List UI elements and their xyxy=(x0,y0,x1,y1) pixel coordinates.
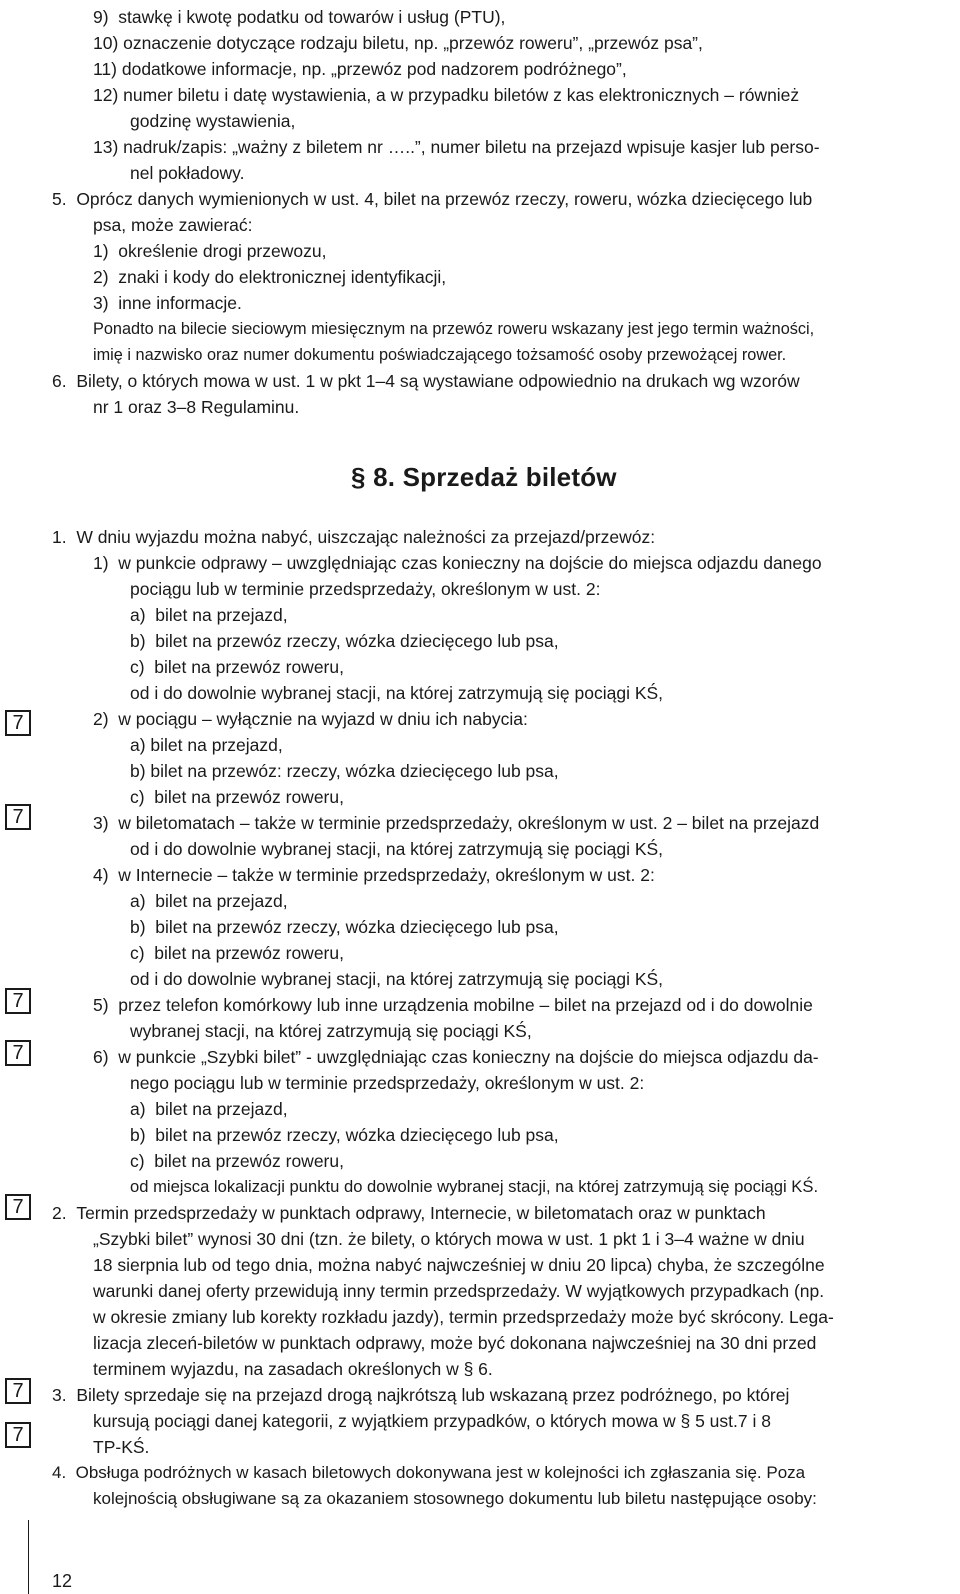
margin-marker: 7 xyxy=(5,710,31,736)
text-line: 6) w punkcie „Szybki bilet” - uwzględniając czas konieczny na dojście do miejsca odjazdu da- xyxy=(93,1047,819,1067)
margin-rule xyxy=(28,1520,29,1594)
text-line: kolejnością obsługiwane są za okazaniem stosownego dokumentu lub biletu następujące osoby: xyxy=(93,1489,817,1508)
text-line: 3) inne informacje. xyxy=(93,293,242,313)
text-line: wybranej stacji, na której zatrzymują się pociągi KŚ, xyxy=(130,1021,532,1041)
text-line: psa, może zawierać: xyxy=(93,215,253,235)
text-line: warunki danej oferty przewidują inny termin przedsprzedaży. W wyjątkowych przypadkach (np. xyxy=(93,1281,825,1301)
text-line: terminem wyjazdu, na zasadach określonych w § 6. xyxy=(93,1359,493,1379)
text-line: „Szybki bilet” wynosi 30 dni (tzn. że bilety, o których mowa w ust. 1 pkt 1 i 3–4 ważne w dniu xyxy=(93,1229,805,1249)
text-line: godzinę wystawienia, xyxy=(130,111,296,131)
text-line: nel pokładowy. xyxy=(130,163,245,183)
text-line: 3. Bilety sprzedaje się na przejazd drogą najkrótszą lub wskazaną przez podróżnego, po której xyxy=(52,1385,790,1405)
text-line: Ponadto na bilecie sieciowym miesięcznym na przewóz roweru wskazany jest jego termin ważności, xyxy=(93,320,815,338)
text-line: b) bilet na przewóz rzeczy, wózka dziecięcego lub psa, xyxy=(130,917,559,937)
page-number: 12 xyxy=(52,1571,73,1591)
text-line: 12) numer biletu i datę wystawienia, a w przypadku biletów z kas elektronicznych – również xyxy=(93,85,800,105)
text-line: a) bilet na przejazd, xyxy=(130,605,288,625)
text-line: b) bilet na przewóz rzeczy, wózka dziecięcego lub psa, xyxy=(130,1125,559,1145)
margin-marker: 7 xyxy=(5,1422,31,1448)
text-line: od i do dowolnie wybranej stacji, na której zatrzymują się pociągi KŚ, xyxy=(130,683,664,703)
text-line: 3) w biletomatach – także w terminie przedsprzedaży, określonym w ust. 2 – bilet na przejazd xyxy=(93,813,820,833)
text-line: a) bilet na przejazd, xyxy=(130,1099,288,1119)
text-line: 13) nadruk/zapis: „ważny z biletem nr …..”, numer biletu na przejazd wpisuje kasjer lub perso- xyxy=(93,137,820,157)
text-line: imię i nazwisko oraz numer dokumentu poświadczającego tożsamość osoby przewożącej rower. xyxy=(93,346,787,364)
text-line: od i do dowolnie wybranej stacji, na której zatrzymują się pociągi KŚ, xyxy=(130,969,664,989)
text-line: c) bilet na przewóz roweru, xyxy=(130,657,344,677)
text-line: a) bilet na przejazd, xyxy=(130,891,288,911)
text-line: kursują pociągi danej kategorii, z wyjątkiem przypadków, o których mowa w § 5 ust.7 i 8 xyxy=(93,1411,771,1431)
text-line: od miejsca lokalizacji punktu do dowolnie wybranej stacji, na której zatrzymują się pociągi KŚ. xyxy=(130,1177,819,1196)
text-line: nego pociągu lub w terminie przedsprzedaży, określonym w ust. 2: xyxy=(130,1073,645,1093)
text-line: 6. Bilety, o których mowa w ust. 1 w pkt 1–4 są wystawiane odpowiednio na drukach wg wzorów xyxy=(52,371,800,391)
margin-marker: 7 xyxy=(5,1040,31,1066)
text-line: TP-KŚ. xyxy=(93,1437,150,1457)
text-line: 10) oznaczenie dotyczące rodzaju biletu, np. „przewóz roweru”, „przewóz psa”, xyxy=(93,33,703,53)
section-title: § 8. Sprzedaż biletów xyxy=(351,462,617,492)
text-line: 9) stawkę i kwotę podatku od towarów i usług (PTU), xyxy=(93,7,506,27)
text-line: nr 1 oraz 3–8 Regulaminu. xyxy=(93,397,300,417)
margin-marker: 7 xyxy=(5,804,31,830)
text-line: c) bilet na przewóz roweru, xyxy=(130,1151,344,1171)
text-line: 2. Termin przedsprzedaży w punktach odprawy, Internecie, w biletomatach oraz w punktach xyxy=(52,1203,766,1223)
text-line: 1) określenie drogi przewozu, xyxy=(93,241,327,261)
text-line: 2) w pociągu – wyłącznie na wyjazd w dniu ich nabycia: xyxy=(93,709,528,729)
text-line: b) bilet na przewóz: rzeczy, wózka dziecięcego lub psa, xyxy=(130,761,559,781)
text-line: 5. Oprócz danych wymienionych w ust. 4, bilet na przewóz rzeczy, roweru, wózka dziecięcego lub xyxy=(52,189,813,209)
text-line: b) bilet na przewóz rzeczy, wózka dziecięcego lub psa, xyxy=(130,631,559,651)
text-line: 2) znaki i kody do elektronicznej identyfikacji, xyxy=(93,267,447,287)
text-line: 5) przez telefon komórkowy lub inne urządzenia mobilne – bilet na przejazd od i do dowolnie xyxy=(93,995,813,1015)
text-line: 1) w punkcie odprawy – uwzględniając czas konieczny na dojście do miejsca odjazdu danego xyxy=(93,553,822,573)
text-line: 4. Obsługa podróżnych w kasach biletowych dokonywana jest w kolejności ich zgłaszania się. Poza xyxy=(52,1463,806,1482)
text-line: 4) w Internecie – także w terminie przedsprzedaży, określonym w ust. 2: xyxy=(93,865,655,885)
margin-marker: 7 xyxy=(5,988,31,1014)
text-line: 11) dodatkowe informacje, np. „przewóz pod nadzorem podróżnego”, xyxy=(93,59,627,79)
text-line: od i do dowolnie wybranej stacji, na której zatrzymują się pociągi KŚ, xyxy=(130,839,664,859)
text-line: c) bilet na przewóz roweru, xyxy=(130,787,344,807)
margin-marker: 7 xyxy=(5,1378,31,1404)
text-line: w okresie zmiany lub korekty rozkładu jazdy), termin przedsprzedaży może być skrócony. Lega- xyxy=(93,1307,834,1327)
text-line: a) bilet na przejazd, xyxy=(130,735,283,755)
text-line: c) bilet na przewóz roweru, xyxy=(130,943,344,963)
margin-marker: 7 xyxy=(5,1194,31,1220)
text-line: lizacja zleceń-biletów w punktach odprawy, może być dokonana najwcześniej na 30 dni przed xyxy=(93,1333,817,1353)
text-line: 1. W dniu wyjazdu można nabyć, uiszczając należności za przejazd/przewóz: xyxy=(52,527,656,547)
text-line: pociągu lub w terminie przedsprzedaży, określonym w ust. 2: xyxy=(130,579,601,599)
text-line: 18 sierpnia lub od tego dnia, można nabyć najwcześniej w dniu 20 lipca) chyba, że szczególne xyxy=(93,1255,825,1275)
